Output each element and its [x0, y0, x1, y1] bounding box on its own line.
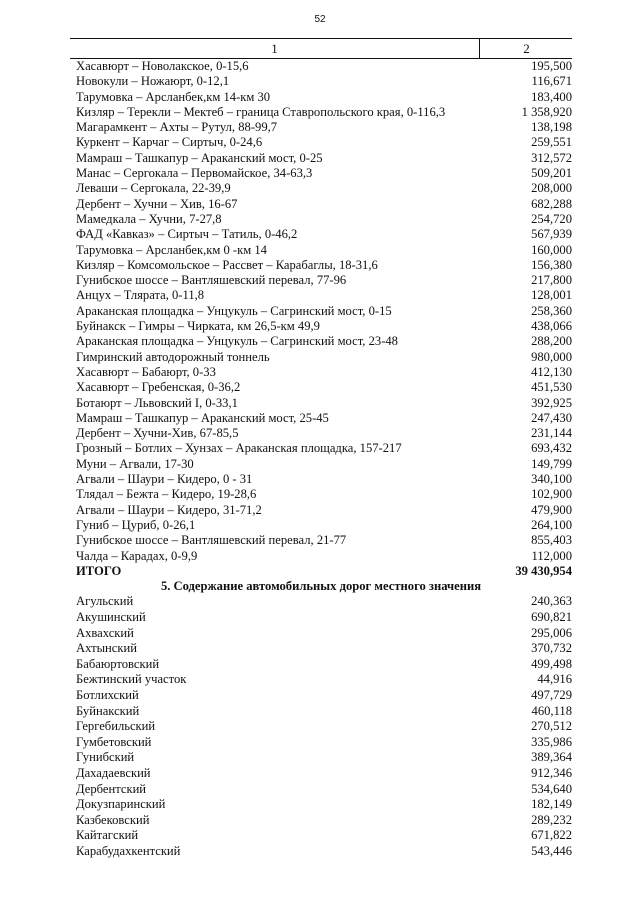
table-row	[70, 688, 572, 704]
table-row	[70, 518, 572, 533]
row-value: 183,400	[531, 89, 572, 104]
table-row	[70, 380, 572, 395]
row-value: 102,900	[531, 487, 572, 502]
row-value: 195,500	[531, 59, 572, 73]
table-row	[70, 426, 572, 441]
table-row	[70, 610, 572, 626]
page-number: 52	[314, 14, 326, 25]
row-name: Ахтынский	[76, 641, 137, 656]
row-name: Новокули – Ножаюрт, 0-12,1	[76, 74, 230, 89]
row-value: 335,986	[531, 734, 572, 749]
budget-table	[70, 38, 572, 859]
row-value: 479,900	[531, 502, 572, 517]
row-name: Дахадаевский	[76, 765, 151, 780]
row-value: 460,118	[531, 703, 572, 718]
row-name: Кизляр – Комсомольское – Рассвет – Карабаглы, 18-31,6	[76, 257, 378, 272]
row-value: 370,732	[531, 641, 572, 656]
table-row	[70, 472, 572, 487]
row-value: 682,288	[531, 196, 572, 211]
row-name: Дербент – Хучни – Хив, 16-67	[76, 196, 238, 211]
row-value: 156,380	[531, 257, 572, 272]
row-name: Араканская площадка – Унцукуль – Сагринский мост, 23-48	[76, 334, 398, 349]
row-value: 138,198	[531, 120, 572, 135]
row-name: Акушинский	[76, 609, 146, 624]
row-name: Манас – Сергокала – Первомайское, 34-63,3	[76, 166, 313, 181]
row-value: 288,200	[531, 334, 572, 349]
table-row	[70, 704, 572, 720]
row-value: 567,939	[531, 227, 572, 242]
row-name: Грозный – Ботлих – Хунзах – Араканская площадка, 157-217	[76, 441, 402, 456]
row-value: 509,201	[531, 166, 572, 181]
table-row	[70, 549, 572, 564]
table-row	[70, 626, 572, 642]
table-row	[70, 227, 572, 242]
row-value: 112,000	[531, 548, 572, 563]
row-value: 264,100	[531, 517, 572, 532]
table-row	[70, 334, 572, 349]
row-name: Агвали – Шаури – Кидеро, 31-71,2	[76, 502, 262, 517]
row-value: 254,720	[531, 211, 572, 226]
row-value: 295,006	[531, 625, 572, 640]
table-row	[70, 672, 572, 688]
table-row	[70, 844, 572, 860]
row-value: 240,363	[531, 594, 572, 609]
row-name: Дербентский	[76, 781, 147, 796]
row-name: Ботаюрт – Львовский I, 0-33,1	[76, 395, 238, 410]
row-value: 855,403	[531, 533, 572, 548]
row-name: Гумбетовский	[76, 734, 152, 749]
row-value: 208,000	[531, 181, 572, 196]
row-name: Ботлихский	[76, 687, 139, 702]
row-name: Гуниб – Цуриб, 0-26,1	[76, 517, 196, 532]
table-row	[70, 750, 572, 766]
row-name: Бежтинский участок	[76, 672, 187, 687]
row-name: Агульский	[76, 594, 134, 609]
row-name: Кайтагский	[76, 828, 139, 843]
row-value: 497,729	[531, 687, 572, 702]
row-name: Хасавюрт – Новолакское, 0-15,6	[76, 59, 249, 73]
table-row	[70, 319, 572, 334]
table-row	[70, 166, 572, 181]
table-row	[70, 457, 572, 472]
row-value: 258,360	[531, 303, 572, 318]
row-name: Кизляр – Терекли – Мектеб – граница Ставропольского края, 0-116,3	[76, 104, 446, 119]
table-row	[70, 258, 572, 273]
row-value: 438,066	[531, 319, 572, 334]
row-name: Анцух – Тлярата, 0-11,8	[76, 288, 205, 303]
table-row	[70, 273, 572, 288]
table-row	[70, 304, 572, 319]
table-row	[70, 766, 572, 782]
row-name: Казбековский	[76, 812, 150, 827]
row-value: 671,822	[531, 828, 572, 843]
table-row	[70, 441, 572, 456]
row-name: Магарамкент – Ахты – Рутул, 88-99,7	[76, 120, 278, 135]
row-value: 690,821	[531, 609, 572, 624]
table-row	[70, 288, 572, 303]
table-row	[70, 181, 572, 196]
table-row	[70, 365, 572, 380]
row-name: Гунибское шоссе – Вантляшевский перевал, 21-77	[76, 533, 347, 548]
table-row	[70, 641, 572, 657]
row-name: Ахвахский	[76, 625, 134, 640]
table-row	[70, 120, 572, 135]
table-row	[70, 197, 572, 212]
table-row	[70, 657, 572, 673]
row-name: Араканская площадка – Унцукуль – Сагринский мост, 0-15	[76, 303, 392, 318]
row-name: Тлядал – Бежта – Кидеро, 19-28,6	[76, 487, 257, 502]
row-value: 160,000	[531, 242, 572, 257]
table-row	[70, 533, 572, 548]
row-name: Чалда – Карадах, 0-9,9	[76, 548, 198, 563]
total-value: 39 430,954	[515, 563, 572, 578]
row-name: Мамраш – Ташкапур – Араканский мост, 0-25	[76, 150, 323, 165]
row-value: 1 358,920	[521, 104, 572, 119]
row-value: 980,000	[531, 349, 572, 364]
table-row	[70, 813, 572, 829]
total-label: ИТОГО	[76, 563, 122, 578]
row-name: Мамедкала – Хучни, 7-27,8	[76, 211, 222, 226]
table-row	[70, 782, 572, 798]
row-name: Леваши – Сергокала, 22-39,9	[76, 181, 231, 196]
row-name: Гунибское шоссе – Вантляшевский перевал, 77-96	[76, 273, 347, 288]
table-row	[70, 719, 572, 735]
row-value: 149,799	[531, 456, 572, 471]
row-name: Гергебильский	[76, 719, 156, 734]
table-row	[70, 74, 572, 89]
table-row	[70, 594, 572, 610]
table-row	[70, 411, 572, 426]
row-name: Муни – Агвали, 17-30	[76, 456, 194, 471]
table-row	[70, 503, 572, 518]
header-col-2: 2	[479, 39, 573, 58]
table-row	[70, 151, 572, 166]
row-value: 270,512	[531, 719, 572, 734]
row-name: Тарумовка – Арсланбек,км 14-км 30	[76, 89, 271, 104]
row-value: 392,925	[531, 395, 572, 410]
table-row	[70, 797, 572, 813]
row-name: Агвали – Шаури – Кидеро, 0 - 31	[76, 472, 253, 487]
header-col-1: 1	[271, 41, 278, 56]
table-row	[70, 350, 572, 365]
row-name: Буйнакск – Гимры – Чирката, км 26,5-км 49,9	[76, 319, 320, 334]
row-name: Гунибский	[76, 750, 135, 765]
row-value: 912,346	[531, 765, 572, 780]
table-row	[70, 105, 572, 120]
table-row	[70, 828, 572, 844]
table-row	[70, 135, 572, 150]
row-value: 289,232	[531, 812, 572, 827]
table-row	[70, 243, 572, 258]
table-row	[70, 90, 572, 105]
row-name: Гимринский автодорожный тоннель	[76, 349, 270, 364]
row-name: Мамраш – Ташкапур – Араканский мост, 25-45	[76, 410, 329, 425]
row-name: ФАД «Кавказ» – Сиртыч – Татиль, 0-46,2	[76, 227, 298, 242]
table-row	[70, 212, 572, 227]
table-row	[70, 396, 572, 411]
row-value: 412,130	[531, 364, 572, 379]
row-name: Куркент – Карчаг – Сиртыч, 0-24,6	[76, 135, 263, 150]
table-body	[70, 59, 572, 564]
row-value: 231,144	[531, 426, 572, 441]
table-row	[70, 735, 572, 751]
row-value: 451,530	[531, 380, 572, 395]
row-value: 128,001	[531, 288, 572, 303]
section-body	[70, 594, 572, 859]
row-name: Буйнакский	[76, 703, 140, 718]
row-name: Карабудахкентский	[76, 843, 181, 858]
table-row	[70, 487, 572, 502]
row-value: 534,640	[531, 781, 572, 796]
row-name: Докузпаринский	[76, 797, 166, 812]
table-header	[70, 38, 572, 59]
row-value: 44,916	[537, 672, 572, 687]
row-value: 389,364	[531, 750, 572, 765]
row-value: 217,800	[531, 273, 572, 288]
row-value: 543,446	[531, 843, 572, 858]
row-name: Тарумовка – Арсланбек,км 0 -км 14	[76, 242, 267, 257]
row-value: 247,430	[531, 410, 572, 425]
row-name: Дербент – Хучни-Хив, 67-85,5	[76, 426, 239, 441]
row-value: 499,498	[531, 656, 572, 671]
row-value: 182,149	[531, 797, 572, 812]
row-value: 312,572	[531, 150, 572, 165]
row-value: 116,671	[531, 74, 572, 89]
row-name: Бабаюртовский	[76, 656, 160, 671]
section-title: 5. Содержание автомобильных дорог местного значения	[160, 579, 482, 594]
row-name: Хасавюрт – Бабаюрт, 0-33	[76, 364, 216, 379]
row-name: Хасавюрт – Гребенская, 0-36,2	[76, 380, 241, 395]
table-row	[70, 59, 572, 74]
row-value: 259,551	[531, 135, 572, 150]
row-value: 693,432	[531, 441, 572, 456]
row-value: 340,100	[531, 472, 572, 487]
total-row	[70, 564, 572, 579]
